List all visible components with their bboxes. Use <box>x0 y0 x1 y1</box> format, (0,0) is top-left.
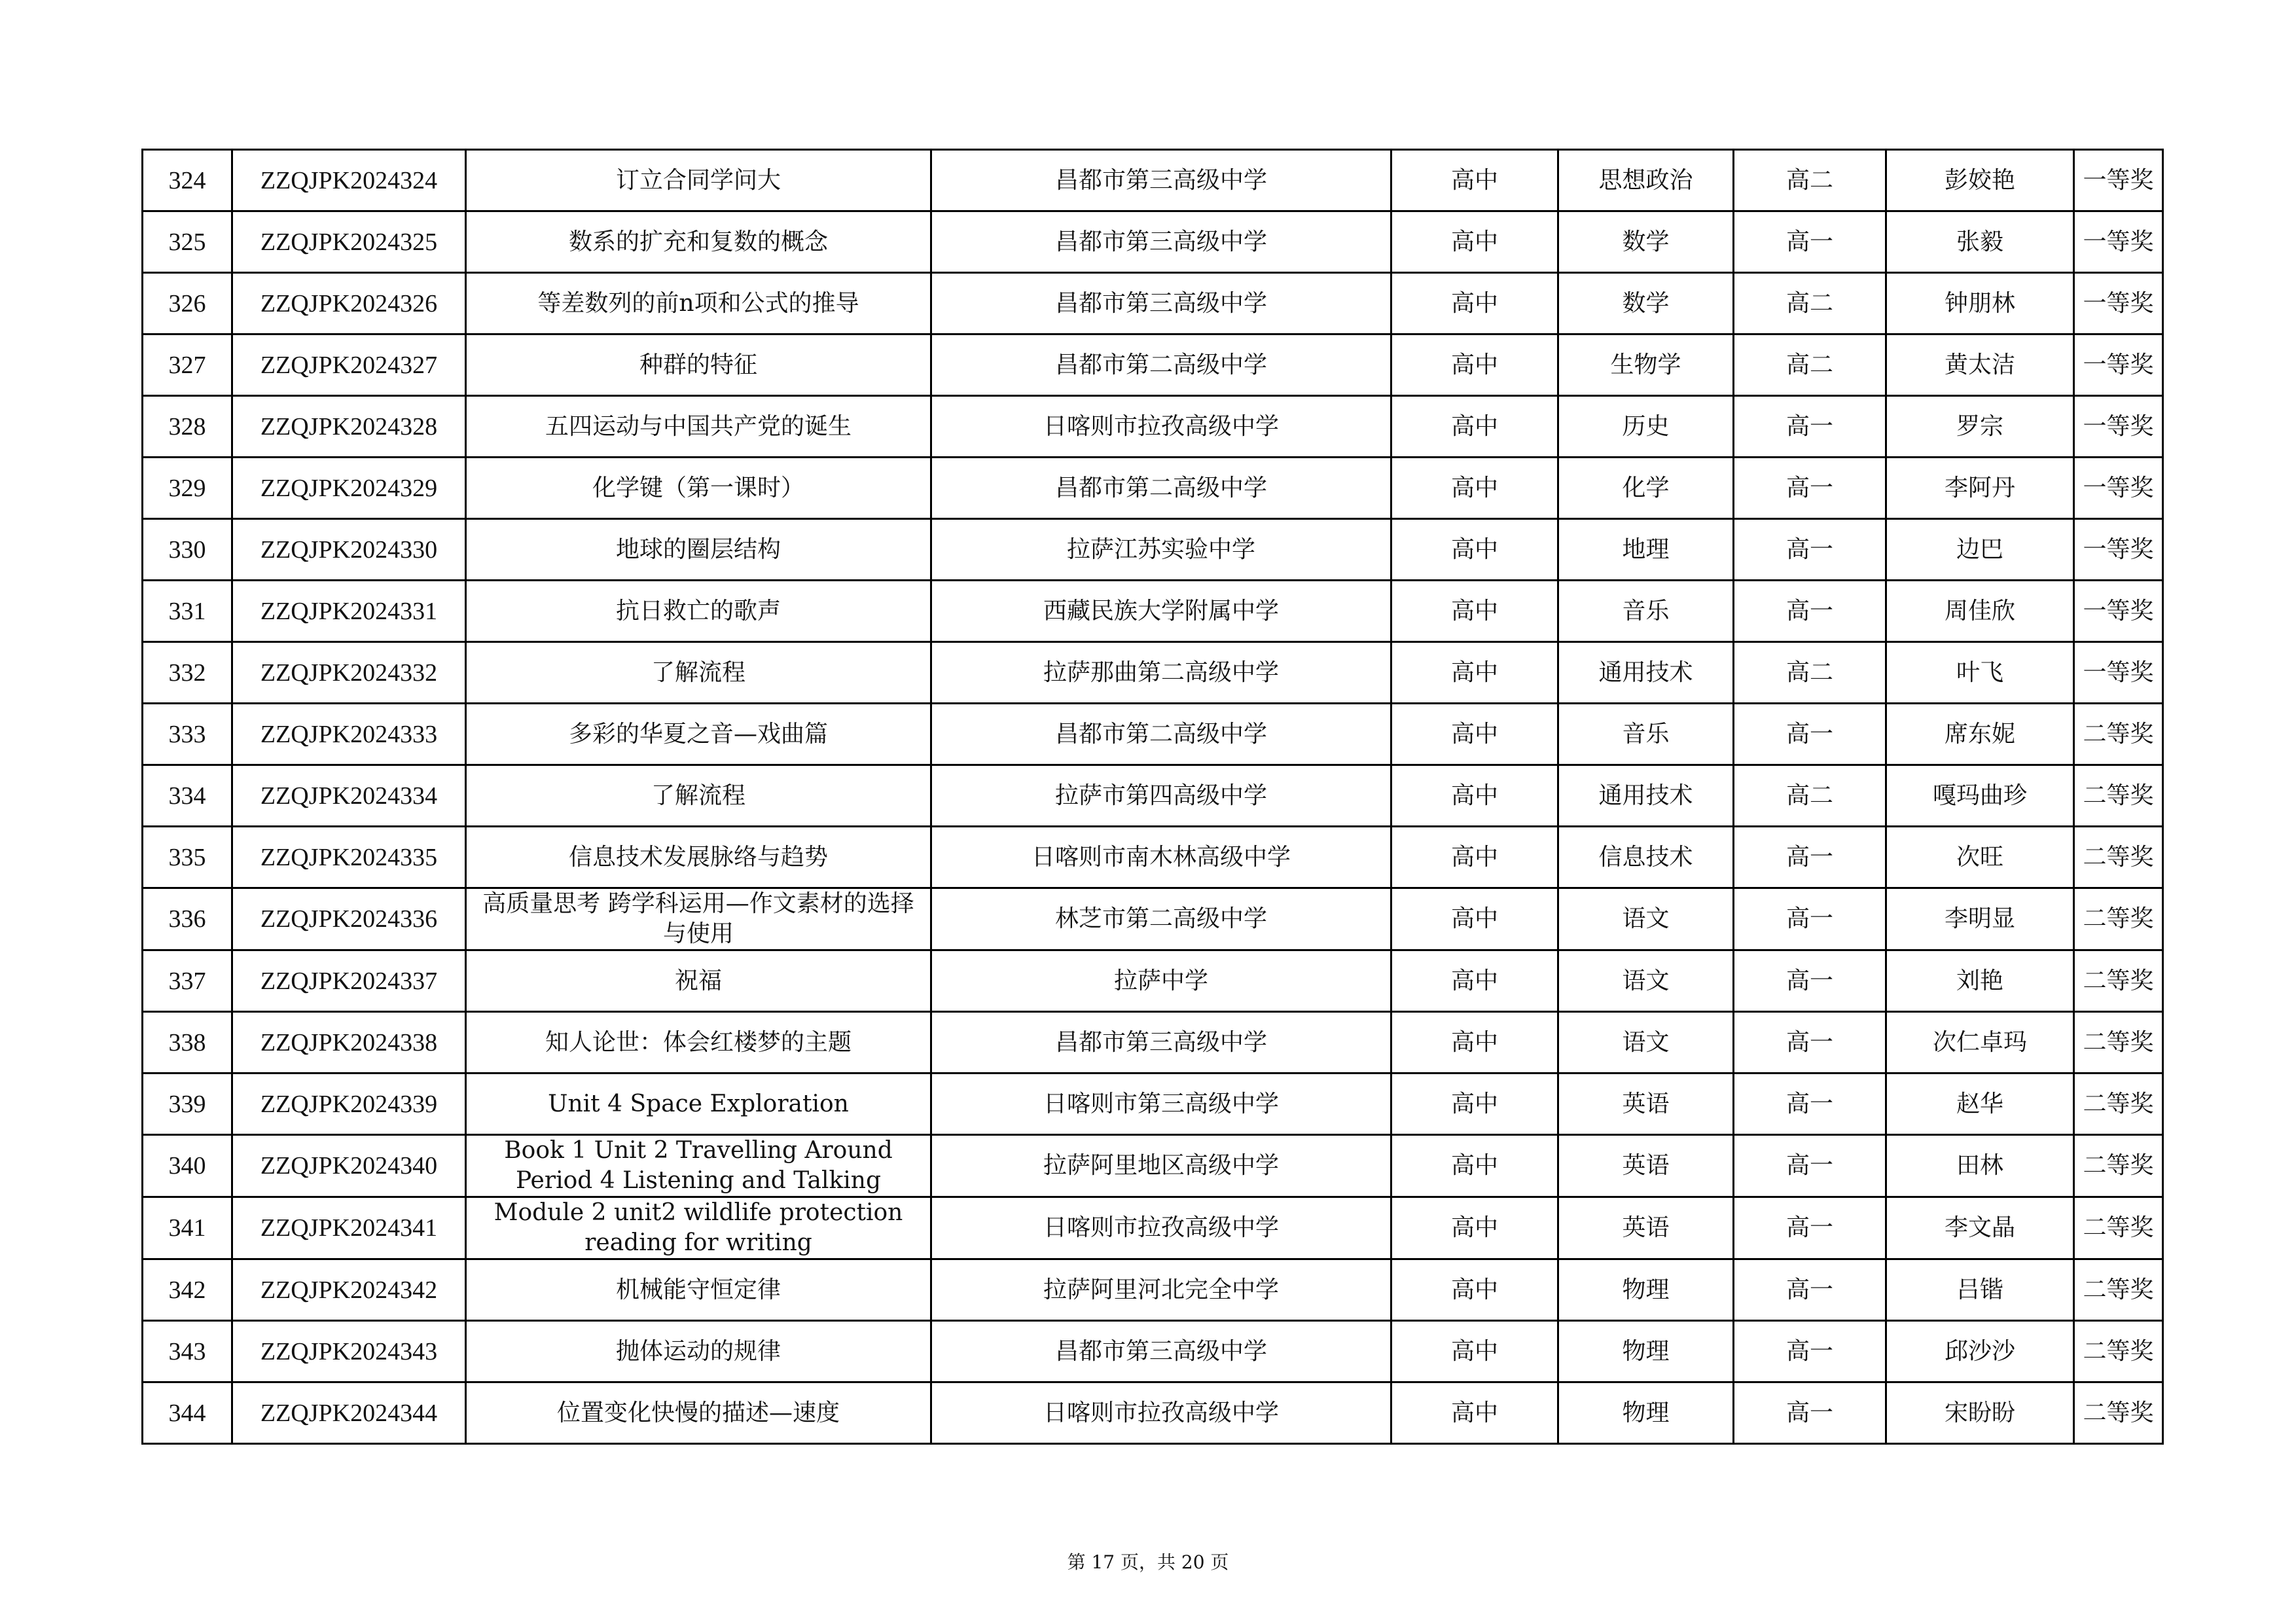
entry-code-cell: ZZQJPK2024342 <box>232 1259 466 1321</box>
lesson-title-cell: 种群的特征 <box>466 334 931 396</box>
award-level-cell: 二等奖 <box>2074 765 2163 827</box>
row-number-cell: 331 <box>143 581 232 642</box>
entry-code-cell: ZZQJPK2024328 <box>232 396 466 458</box>
school-name-cell: 拉萨阿里河北完全中学 <box>931 1259 1391 1321</box>
school-level-cell: 高中 <box>1391 704 1558 765</box>
entry-code-cell: ZZQJPK2024339 <box>232 1074 466 1135</box>
row-number-cell: 334 <box>143 765 232 827</box>
table-row <box>143 1321 2163 1382</box>
teacher-name-cell: 邱沙沙 <box>1886 1321 2074 1382</box>
school-level-cell: 高中 <box>1391 334 1558 396</box>
lesson-title-cell: 五四运动与中国共产党的诞生 <box>466 396 931 458</box>
school-level-cell: 高中 <box>1391 950 1558 1012</box>
table-row <box>143 334 2163 396</box>
lesson-title-cell: 知人论世：体会红楼梦的主题 <box>466 1012 931 1074</box>
entry-code-cell: ZZQJPK2024344 <box>232 1382 466 1444</box>
row-number-cell: 344 <box>143 1382 232 1444</box>
grade-cell: 高二 <box>1734 765 1886 827</box>
grade-cell: 高一 <box>1734 519 1886 581</box>
grade-cell: 高一 <box>1734 888 1886 950</box>
award-level-cell: 一等奖 <box>2074 396 2163 458</box>
subject-cell: 语文 <box>1558 888 1734 950</box>
entry-code-cell: ZZQJPK2024335 <box>232 827 466 888</box>
teacher-name-cell: 刘艳 <box>1886 950 2074 1012</box>
table-row <box>143 827 2163 888</box>
grade-cell: 高二 <box>1734 273 1886 334</box>
grade-cell: 高一 <box>1734 704 1886 765</box>
award-level-cell: 二等奖 <box>2074 1012 2163 1074</box>
teacher-name-cell: 李阿丹 <box>1886 458 2074 519</box>
school-name-cell: 拉萨江苏实验中学 <box>931 519 1391 581</box>
entry-code-cell: ZZQJPK2024341 <box>232 1197 466 1259</box>
entry-code-cell: ZZQJPK2024337 <box>232 950 466 1012</box>
award-level-cell: 二等奖 <box>2074 1259 2163 1321</box>
row-number-cell: 339 <box>143 1074 232 1135</box>
teacher-name-cell: 张毅 <box>1886 211 2074 273</box>
award-level-cell: 一等奖 <box>2074 642 2163 704</box>
row-number-cell: 342 <box>143 1259 232 1321</box>
lesson-title-cell: Module 2 unit2 wildlife protection reading for writing <box>466 1197 931 1259</box>
table-row <box>143 1382 2163 1444</box>
school-level-cell: 高中 <box>1391 150 1558 211</box>
award-level-cell: 二等奖 <box>2074 827 2163 888</box>
subject-cell: 语文 <box>1558 950 1734 1012</box>
subject-cell: 地理 <box>1558 519 1734 581</box>
entry-code-cell: ZZQJPK2024324 <box>232 150 466 211</box>
table-row <box>143 950 2163 1012</box>
subject-cell: 语文 <box>1558 1012 1734 1074</box>
table-body <box>143 150 2163 1444</box>
row-number-cell: 328 <box>143 396 232 458</box>
lesson-title-cell: 等差数列的前n项和公式的推导 <box>466 273 931 334</box>
subject-cell: 英语 <box>1558 1074 1734 1135</box>
entry-code-cell: ZZQJPK2024326 <box>232 273 466 334</box>
page-number: 第 17 页，共 20 页 <box>1067 1551 1229 1573</box>
table-row <box>143 1135 2163 1197</box>
subject-cell: 物理 <box>1558 1321 1734 1382</box>
grade-cell: 高一 <box>1734 827 1886 888</box>
school-name-cell: 昌都市第二高级中学 <box>931 334 1391 396</box>
row-number-cell: 336 <box>143 888 232 950</box>
row-number-cell: 338 <box>143 1012 232 1074</box>
teacher-name-cell: 彭姣艳 <box>1886 150 2074 211</box>
grade-cell: 高一 <box>1734 1382 1886 1444</box>
school-name-cell: 昌都市第三高级中学 <box>931 150 1391 211</box>
subject-cell: 历史 <box>1558 396 1734 458</box>
row-number-cell: 324 <box>143 150 232 211</box>
school-name-cell: 昌都市第二高级中学 <box>931 704 1391 765</box>
school-level-cell: 高中 <box>1391 888 1558 950</box>
lesson-title-cell: 位置变化快慢的描述—速度 <box>466 1382 931 1444</box>
teacher-name-cell: 周佳欣 <box>1886 581 2074 642</box>
school-name-cell: 拉萨中学 <box>931 950 1391 1012</box>
row-number-cell: 327 <box>143 334 232 396</box>
award-level-cell: 一等奖 <box>2074 273 2163 334</box>
table-row <box>143 458 2163 519</box>
subject-cell: 通用技术 <box>1558 642 1734 704</box>
table-row <box>143 519 2163 581</box>
table-row <box>143 1259 2163 1321</box>
lesson-title-cell: 机械能守恒定律 <box>466 1259 931 1321</box>
award-level-cell: 二等奖 <box>2074 1135 2163 1197</box>
subject-cell: 音乐 <box>1558 704 1734 765</box>
entry-code-cell: ZZQJPK2024343 <box>232 1321 466 1382</box>
award-level-cell: 一等奖 <box>2074 334 2163 396</box>
table-row <box>143 1074 2163 1135</box>
subject-cell: 信息技术 <box>1558 827 1734 888</box>
grade-cell: 高一 <box>1734 458 1886 519</box>
subject-cell: 生物学 <box>1558 334 1734 396</box>
school-name-cell: 日喀则市拉孜高级中学 <box>931 396 1391 458</box>
award-level-cell: 二等奖 <box>2074 950 2163 1012</box>
lesson-title-cell: 了解流程 <box>466 642 931 704</box>
table-row <box>143 642 2163 704</box>
school-level-cell: 高中 <box>1391 273 1558 334</box>
grade-cell: 高一 <box>1734 1197 1886 1259</box>
grade-cell: 高一 <box>1734 1259 1886 1321</box>
subject-cell: 音乐 <box>1558 581 1734 642</box>
teacher-name-cell: 嘎玛曲珍 <box>1886 765 2074 827</box>
school-level-cell: 高中 <box>1391 581 1558 642</box>
school-name-cell: 昌都市第二高级中学 <box>931 458 1391 519</box>
award-level-cell: 一等奖 <box>2074 211 2163 273</box>
school-name-cell: 昌都市第三高级中学 <box>931 1321 1391 1382</box>
row-number-cell: 340 <box>143 1135 232 1197</box>
teacher-name-cell: 黄太洁 <box>1886 334 2074 396</box>
grade-cell: 高二 <box>1734 334 1886 396</box>
lesson-title-cell: Unit 4 Space Exploration <box>466 1074 931 1135</box>
lesson-title-cell: 地球的圈层结构 <box>466 519 931 581</box>
award-level-cell: 一等奖 <box>2074 519 2163 581</box>
lesson-title-cell: 抗日救亡的歌声 <box>466 581 931 642</box>
school-level-cell: 高中 <box>1391 1074 1558 1135</box>
row-number-cell: 333 <box>143 704 232 765</box>
row-number-cell: 329 <box>143 458 232 519</box>
school-level-cell: 高中 <box>1391 1321 1558 1382</box>
school-name-cell: 昌都市第三高级中学 <box>931 211 1391 273</box>
school-level-cell: 高中 <box>1391 1197 1558 1259</box>
teacher-name-cell: 席东妮 <box>1886 704 2074 765</box>
table-row <box>143 211 2163 273</box>
awards-table <box>141 149 2164 1445</box>
school-level-cell: 高中 <box>1391 396 1558 458</box>
school-name-cell: 西藏民族大学附属中学 <box>931 581 1391 642</box>
school-name-cell: 日喀则市第三高级中学 <box>931 1074 1391 1135</box>
row-number-cell: 341 <box>143 1197 232 1259</box>
school-level-cell: 高中 <box>1391 519 1558 581</box>
lesson-title-cell: 祝福 <box>466 950 931 1012</box>
row-number-cell: 337 <box>143 950 232 1012</box>
table-row <box>143 1197 2163 1259</box>
entry-code-cell: ZZQJPK2024327 <box>232 334 466 396</box>
award-level-cell: 二等奖 <box>2074 704 2163 765</box>
lesson-title-cell: 订立合同学问大 <box>466 150 931 211</box>
entry-code-cell: ZZQJPK2024336 <box>232 888 466 950</box>
grade-cell: 高一 <box>1734 1321 1886 1382</box>
award-level-cell: 二等奖 <box>2074 1382 2163 1444</box>
school-name-cell: 林芝市第二高级中学 <box>931 888 1391 950</box>
table-row <box>143 273 2163 334</box>
school-name-cell: 昌都市第三高级中学 <box>931 273 1391 334</box>
entry-code-cell: ZZQJPK2024334 <box>232 765 466 827</box>
school-name-cell: 日喀则市拉孜高级中学 <box>931 1382 1391 1444</box>
table-row <box>143 765 2163 827</box>
teacher-name-cell: 李文晶 <box>1886 1197 2074 1259</box>
subject-cell: 思想政治 <box>1558 150 1734 211</box>
grade-cell: 高二 <box>1734 642 1886 704</box>
school-level-cell: 高中 <box>1391 827 1558 888</box>
grade-cell: 高一 <box>1734 1012 1886 1074</box>
table-row <box>143 888 2163 950</box>
table-row <box>143 396 2163 458</box>
row-number-cell: 325 <box>143 211 232 273</box>
entry-code-cell: ZZQJPK2024340 <box>232 1135 466 1197</box>
lesson-title-cell: 了解流程 <box>466 765 931 827</box>
grade-cell: 高一 <box>1734 1074 1886 1135</box>
entry-code-cell: ZZQJPK2024331 <box>232 581 466 642</box>
lesson-title-cell: 抛体运动的规律 <box>466 1321 931 1382</box>
school-level-cell: 高中 <box>1391 1012 1558 1074</box>
table-row <box>143 1012 2163 1074</box>
school-level-cell: 高中 <box>1391 1259 1558 1321</box>
award-level-cell: 一等奖 <box>2074 150 2163 211</box>
teacher-name-cell: 钟朋林 <box>1886 273 2074 334</box>
subject-cell: 通用技术 <box>1558 765 1734 827</box>
school-level-cell: 高中 <box>1391 1382 1558 1444</box>
school-level-cell: 高中 <box>1391 211 1558 273</box>
school-level-cell: 高中 <box>1391 765 1558 827</box>
lesson-title-cell: Book 1 Unit 2 Travelling Around Period 4 Listening and Talking <box>466 1135 931 1197</box>
entry-code-cell: ZZQJPK2024333 <box>232 704 466 765</box>
subject-cell: 物理 <box>1558 1382 1734 1444</box>
teacher-name-cell: 次旺 <box>1886 827 2074 888</box>
lesson-title-cell: 数系的扩充和复数的概念 <box>466 211 931 273</box>
row-number-cell: 326 <box>143 273 232 334</box>
grade-cell: 高一 <box>1734 581 1886 642</box>
teacher-name-cell: 田林 <box>1886 1135 2074 1197</box>
school-level-cell: 高中 <box>1391 458 1558 519</box>
grade-cell: 高一 <box>1734 211 1886 273</box>
lesson-title-cell: 化学键（第一课时） <box>466 458 931 519</box>
award-level-cell: 二等奖 <box>2074 888 2163 950</box>
school-name-cell: 日喀则市拉孜高级中学 <box>931 1197 1391 1259</box>
entry-code-cell: ZZQJPK2024332 <box>232 642 466 704</box>
award-level-cell: 二等奖 <box>2074 1321 2163 1382</box>
subject-cell: 物理 <box>1558 1259 1734 1321</box>
table-row <box>143 704 2163 765</box>
grade-cell: 高一 <box>1734 1135 1886 1197</box>
subject-cell: 数学 <box>1558 273 1734 334</box>
entry-code-cell: ZZQJPK2024325 <box>232 211 466 273</box>
school-name-cell: 拉萨阿里地区高级中学 <box>931 1135 1391 1197</box>
subject-cell: 英语 <box>1558 1197 1734 1259</box>
award-level-cell: 二等奖 <box>2074 1074 2163 1135</box>
subject-cell: 英语 <box>1558 1135 1734 1197</box>
row-number-cell: 330 <box>143 519 232 581</box>
teacher-name-cell: 罗宗 <box>1886 396 2074 458</box>
entry-code-cell: ZZQJPK2024329 <box>232 458 466 519</box>
teacher-name-cell: 次仁卓玛 <box>1886 1012 2074 1074</box>
grade-cell: 高一 <box>1734 950 1886 1012</box>
row-number-cell: 343 <box>143 1321 232 1382</box>
row-number-cell: 332 <box>143 642 232 704</box>
table-row <box>143 581 2163 642</box>
subject-cell: 数学 <box>1558 211 1734 273</box>
lesson-title-cell: 信息技术发展脉络与趋势 <box>466 827 931 888</box>
award-level-cell: 一等奖 <box>2074 458 2163 519</box>
teacher-name-cell: 边巴 <box>1886 519 2074 581</box>
school-level-cell: 高中 <box>1391 642 1558 704</box>
school-name-cell: 日喀则市南木林高级中学 <box>931 827 1391 888</box>
award-level-cell: 一等奖 <box>2074 581 2163 642</box>
entry-code-cell: ZZQJPK2024338 <box>232 1012 466 1074</box>
grade-cell: 高二 <box>1734 150 1886 211</box>
school-level-cell: 高中 <box>1391 1135 1558 1197</box>
teacher-name-cell: 李明显 <box>1886 888 2074 950</box>
teacher-name-cell: 吕锴 <box>1886 1259 2074 1321</box>
row-number-cell: 335 <box>143 827 232 888</box>
teacher-name-cell: 叶飞 <box>1886 642 2074 704</box>
lesson-title-cell: 多彩的华夏之音—戏曲篇 <box>466 704 931 765</box>
subject-cell: 化学 <box>1558 458 1734 519</box>
teacher-name-cell: 宋盼盼 <box>1886 1382 2074 1444</box>
school-name-cell: 拉萨那曲第二高级中学 <box>931 642 1391 704</box>
school-name-cell: 昌都市第三高级中学 <box>931 1012 1391 1074</box>
entry-code-cell: ZZQJPK2024330 <box>232 519 466 581</box>
teacher-name-cell: 赵华 <box>1886 1074 2074 1135</box>
lesson-title-cell: 高质量思考 跨学科运用—作文素材的选择与使用 <box>466 888 931 950</box>
grade-cell: 高一 <box>1734 396 1886 458</box>
table-row <box>143 150 2163 211</box>
school-name-cell: 拉萨市第四高级中学 <box>931 765 1391 827</box>
award-level-cell: 二等奖 <box>2074 1197 2163 1259</box>
